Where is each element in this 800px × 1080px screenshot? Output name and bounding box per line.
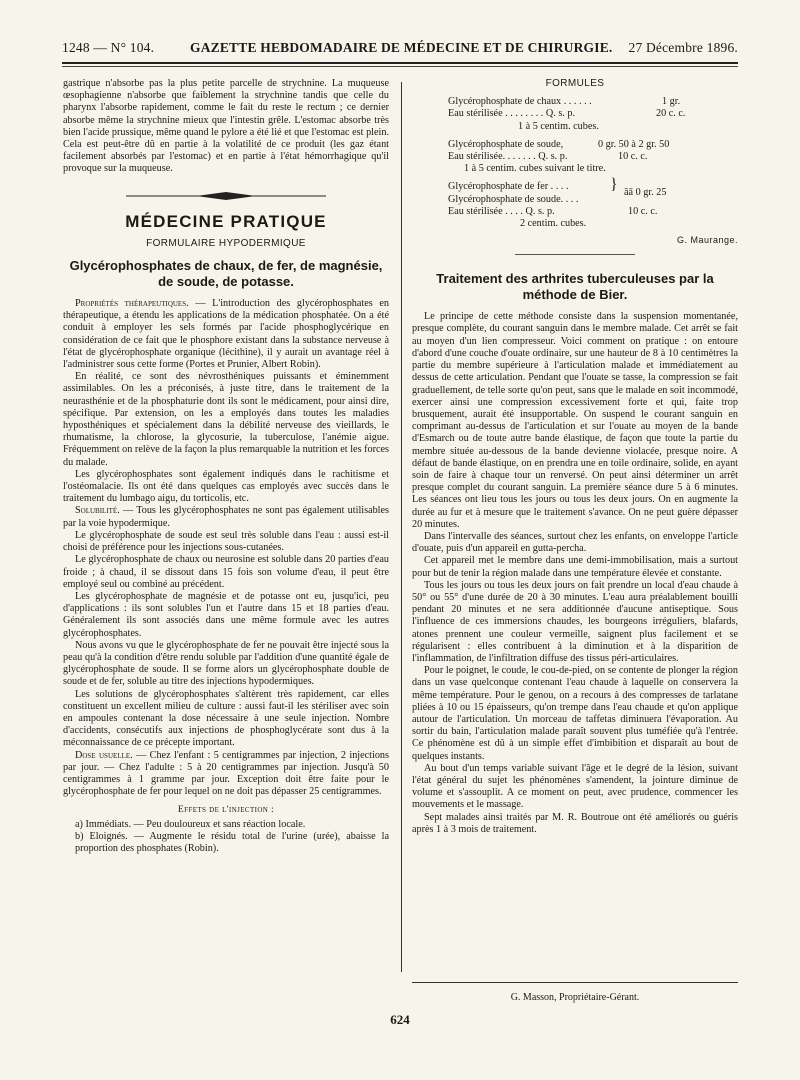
formula-3-dose: āā 0 gr. 25: [624, 187, 667, 199]
formula-1-line-3: 1 à 5 centim. cubes.: [518, 120, 599, 132]
bier-paragraph-4: Tous les jours ou tous les deux jours on fait prendre un local d'eau chaude à 50° ou 55° d'une durée de 20 à 30 minutes. L'eau aura préalablement bouilli pendant 20 minutes et ne sera additionnée d'aucune antiseptique. Sous l'influence de ces immersions chaudes, les bourgeons irréguliers, blafards, atones prennent une couleur vermeille, saignent plus facilement et se régularisent : elles contribuent à la diminution et à la disparition de l'inflammation, de l'infiltration diffuse des tissus péri-articulaires.: [412, 579, 738, 664]
header-journal-title: GAZETTE HEBDOMADAIRE DE MÉDECINE ET DE CHIRURGIE.: [190, 40, 613, 55]
bier-paragraph-5: Pour le poignet, le coude, le cou-de-pied, on se contente de plonger la région dans un vase quelconque contenant l'eau chaude à laquelle on conservera la même température. Pour le genou, on a recours à des compresses de tarlatane pliées à 10 ou 15 épaisseurs, qu'on trempe dans l'eau chaude et qu'on applique autour de l'articulation. Un morceau de taffetas diminuera l'évaporation. Au sortir du bain, l'articulation malade paraît souvent plus tuméfiée qu'à l'entrée. Ce phénomène est dû à un simple effet d'imbibition et disparaît au bout de quelques instants.: [412, 665, 738, 762]
paragraph-solubility: [63, 505, 389, 529]
text-properties: — L'introduction des glycérophosphates en thérapeutique, a étendu les applications de la médication phosphatée. On a été conduit à employer les sels formés par l'acide phosphoglycérique en considération de ce fait que le phosphore existant dans la substance nerveuse à l'état de glycérophosphate organique (lécithine), il y aurait un avantage réel à l'administrer sous cette forme (Portes et Prunier, Albert Robin).: [63, 298, 389, 371]
header-issue: 1248 — N° 104.: [62, 40, 155, 55]
formula-2-line-2: Eau stérilisée. . . . . . . Q. s. p.: [448, 150, 568, 162]
paragraph-7: Les glycérophosphate de magnésie et de potasse ont eu, jusqu'ici, peu d'applications : ils sont solubles l'un et l'autre dans 15 et 18 parties d'eau. Généralement ils sont associés dans une même formule avec les autres glycérophosphates.: [63, 590, 389, 639]
article-title-bier: Traitement des arthrites tuberculeuses par la méthode de Bier.: [436, 271, 714, 303]
header-rule: [62, 62, 738, 64]
bier-paragraph-2: Dans l'intervalle des séances, surtout chez les enfants, on enveloppe l'article d'ouate, puis d'un appareil en gutta-percha.: [412, 530, 738, 555]
formula-3-dose-3: 10 c. c.: [628, 205, 658, 217]
section-subtitle: FORMULAIRE HYPODERMIQUE: [146, 237, 306, 249]
ornament-divider-icon: [126, 190, 326, 202]
left-column: [63, 78, 389, 855]
formula-1-dose-1: 1 gr.: [662, 96, 681, 108]
bier-paragraph-6: Au bout d'un temps variable suivant l'âge et le degré de la lésion, suivant l'état général du sujet les phénomènes s'amendent, la jointure diminue de volume et s'assouplit. A ce moment on peut, avec prudence, commencer les mouvements et le massage.: [412, 762, 738, 811]
paragraph-dose: [63, 750, 389, 799]
bier-paragraph-3: Cet appareil met le membre dans une demi-immobilisation, mais a surtout pour but de tenir la région malade dans une température élevée et constante.: [412, 555, 738, 579]
paragraph-9: Les solutions de glycérophosphates s'altèrent très rapidement, car elles constituent un excellent milieu de culture : aussi faut-il les stériliser avec soin en ampoules contenant la dose nécessaire à une seule injection. Nombre d'accidents, consécutifs aux injections de phosphoglycérate sont dus à la méconnaissance de ce précepte important.: [63, 688, 389, 749]
formula-1-line-1: Glycérophosphate de chaux . . . . . .: [448, 96, 592, 108]
header-rule-thin: [62, 66, 738, 67]
bier-paragraph-1: Le principe de cette méthode consiste dans la suspension momentanée, presque complète, du courant sanguin dans le membre malade. Cet arrêt se fait au moyen d'un lien compresseur. Voici comment on pratique : on entoure d'abord d'une couche d'ouate ordinaire, sur une hauteur de 8 à 10 centimètres la partie du membre supérieure à l'articulation malade et immédiatement au dessus de cette articulation. Pendant que l'ouate se tasse, la compression se fait graduellement, de telle sorte qu'on peut, sans que le malade en soit incommodé, exercer ainsi une compression excessivement forte et qui, faite trop brusquement, aurait été insupportable. On suspend le courant sanguin en comprimant au-dessus de l'articulation et sur l'ouate au moyen de la bande d'Esmarch ou de toute autre bande élastique, de façon que toute la partie du membre située au-dessous de la bande devienne violacée, presque noire. A défaut de bande élastique, on en prendra une en toile ordinaire, solide, en ayant soin de faire à chaque tour un renversé. On peut ainsi déterminer un arrêt presque complet du courant sanguin. La première séance dure 5 à 6 minutes. Les séances ont lieu tous les jours ou tous les deux jours. On en augmente la durée au fur et à mesure que le traitement s'avance. On ne peut guère dépasser 20 minutes.: [412, 311, 738, 530]
paragraph-3: Les glycérophosphates sont également indiqués dans le rachitisme et l'ostéomalacie. Ils ont été dans quelques cas employés avec succès dans le traitement du lumbago aigu, du torticolis, etc.: [63, 468, 389, 505]
effect-immediate: a) Immédiats. — Peu douloureux et sans réaction locale.: [75, 818, 306, 830]
label-solubility: Solubilité.: [75, 505, 120, 517]
paragraph-properties: [63, 298, 389, 371]
effect-delayed: b) Eloignés. — Augmente le résidu total de l'urine (urée), abaisse la proportion des phosphates (Robin).: [75, 830, 389, 854]
label-dose: Dose usuelle.: [75, 749, 133, 761]
formula-2-line-1: Glycérophosphate de soude,: [448, 138, 564, 150]
effects-heading: Effets de l'injection :: [177, 804, 275, 816]
paragraph-6: Le glycérophosphate de chaux ou neurosine est soluble dans 20 parties d'eau froide ; à chaud, il se dissout dans 15 fois son volume d'eau, il peut être employé seul ou combiné au précédent.: [63, 554, 389, 590]
intro-paragraph: gastrique n'absorbe pas la plus petite parcelle de strychnine. La muqueuse œsophagienne n'absorbe que faiblement la strychnine tandis que celle du pharynx l'absorbe rapidement, comme le fait du reste le rectum ; ce dernier absorbe même la strychnine mieux que l'intestin grêle. L'estomac absorbe très bien l'acide prussique, même quand le pylore a été lié et que l'estomac est plein. Cela est peut-être dû en partie à la volatilité de ce produit (les gaz étant facilement absorbés par l'estomac) et en partie à l'état hémorrhagique qu'il provoque sur la muqueuse.: [63, 78, 389, 175]
paragraph-5: Le glycérophosphate de soude est seul très soluble dans l'eau : aussi est-il choisi de préférence pour les injections sous-cutanées.: [63, 529, 389, 554]
brace-icon: }: [610, 176, 618, 194]
column-divider: [401, 82, 402, 972]
running-header: [62, 38, 738, 60]
section-title: MÉDECINE PRATIQUE: [125, 211, 327, 231]
right-column: [412, 78, 738, 836]
formula-2-dose-1: 0 gr. 50 à 2 gr. 50: [598, 138, 670, 150]
short-rule: [515, 254, 635, 255]
footer-rule: [412, 982, 738, 983]
formula-3-line-3: Eau stérilisée . . . . Q. s. p.: [448, 205, 555, 217]
paragraph-8: Nous avons vu que le glycérophosphate de fer ne pouvait être injecté sous la peau qu'à la condition d'être rendu soluble par l'addition d'une quantité égale de glycérophosphate de soude. Il se forme alors un glycérophosphate double de soude et de fer, soluble au titre des injections hypodermiques.: [63, 639, 389, 688]
header-date: 27 Décembre 1896.: [628, 40, 738, 55]
article-title: Glycérophosphates de chaux, de fer, de magnésie, de soude, de potasse.: [69, 258, 383, 290]
formula-1-dose-2: 20 c. c.: [656, 108, 686, 120]
text-dose: — Chez l'enfant : 5 centigrammes par injection, 2 injections par jour. — Chez l'adulte : 5 à 20 centigrammes par injection. Jusqu'à 50 centigrammes à 1 gramme par jour. Exception doit être faite pour le glycérophosphate de fer pour lequel on ne doit pas dépasser 25 centigrammes.: [63, 749, 389, 798]
text-solubility: — Tous les glycérophosphates ne sont pas également utilisables par la voie hypodermique.: [63, 505, 389, 529]
formula-3-line-2: Glycérophosphate de soude. . . .: [448, 193, 579, 205]
bier-paragraph-7: Sept malades ainsi traités par M. R. Boutroue ont été améliorés ou guéris après 1 à 3 mois de traitement.: [412, 811, 738, 835]
formula-3-line-1: Glycérophosphate de fer . . . .: [448, 181, 569, 193]
formula-3-line-4: 2 centim. cubes.: [520, 217, 587, 229]
page-number: 624: [390, 1012, 410, 1027]
author-signature-1: G. Maurange.: [676, 235, 738, 246]
paragraph-2: En réalité, ce sont des névrosthéniques puissants et éminemment assimilables. On les a préconisés, à juste titre, dans le traitement de la neurasthénie et de la phosphaturie dont ils sont le médicament, pour ainsi dire, spécifique. Par extension, on les a employés dans toutes les maladies hyposthéniques et spécialement dans la débilité nerveuse des vieillards, le rhumatisme, la chlorose, la glycosurie, la tuberculose, l'anémie aigue. Fréquemment on relève de la façon la plus remarquable la nutrition et les forces du malade.: [63, 371, 389, 468]
formula-2-line-3: 1 à 5 centim. cubes suivant le titre.: [464, 163, 606, 175]
formula-block: [412, 96, 738, 230]
formulas-heading: FORMULES: [545, 78, 605, 89]
publisher-signature: G. Masson, Propriétaire-Gérant.: [510, 992, 640, 1003]
formula-1-line-2: Eau stérilisée . . . . . . . . Q. s. p.: [448, 108, 576, 120]
formula-2-dose-2: 10 c. c.: [618, 150, 648, 162]
label-properties: Propriétés thérapeutiques.: [75, 298, 189, 310]
